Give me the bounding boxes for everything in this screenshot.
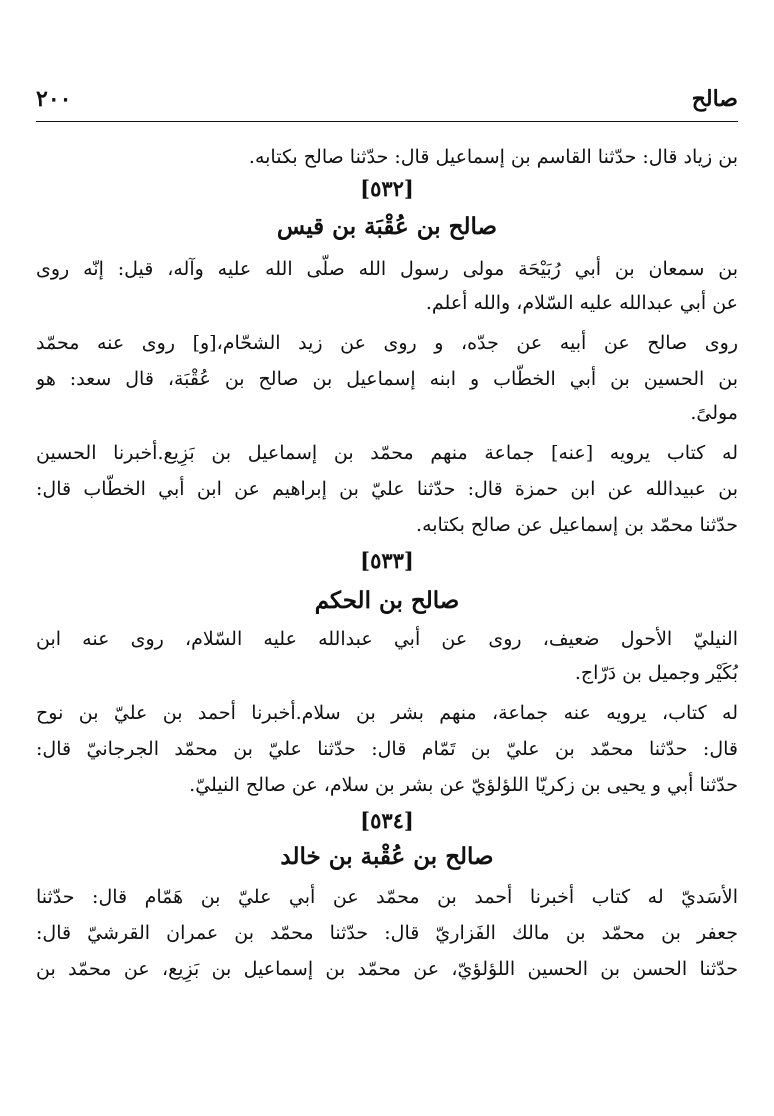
text-line: حدّثنا محمّد بن إسماعيل عن صالح بكتابه. bbox=[416, 514, 738, 536]
text-line: بن الحسين بن أبي الخطّاب و ابنه إسماعيل بن صالح بن عُقْبَة، قال سعد: هو bbox=[36, 368, 738, 390]
text-line: له كتاب يرويه [عنه] جماعة منهم محمّد بن إسماعيل بن بَزِيع.أخبرنا الحسين bbox=[36, 442, 738, 464]
text-line: بن عبيدالله عن ابن حمزة قال: حدّثنا عليّ بن إبراهيم عن ابن أبي الخطّاب قال: bbox=[36, 478, 738, 500]
entry-title-533: صالح بن الحكم bbox=[314, 587, 460, 614]
entry-number-534: [٥٣٤] bbox=[360, 808, 414, 833]
text-line: مولىً. bbox=[690, 402, 738, 424]
entry-number-532: [٥٣٢] bbox=[360, 176, 414, 201]
text-line: جعفر بن محمّد بن مالك الفَزاريّ قال: حدّثنا محمّد بن عمران القرشيّ قال: bbox=[36, 922, 738, 944]
text-line: بن سمعان بن أبي رُبَيْحَة مولى رسول الله صلّى الله عليه وآله، قيل: إنّه روى bbox=[36, 258, 738, 280]
text-line: الأسَديّ له كتاب أخبرنا أحمد بن محمّد عن أبي عليّ بن هَمّام قال: حدّثنا bbox=[36, 886, 738, 908]
header-rule bbox=[36, 121, 738, 122]
page-number: ٢٠٠ bbox=[36, 86, 72, 112]
text-line: بن زياد قال: حدّثنا القاسم بن إسماعيل قال: حدّثنا صالح بكتابه. bbox=[248, 146, 738, 168]
text-line: حدّثنا أبي و يحيى بن زكريّا اللؤلؤيّ عن بشر بن سلام، عن صالح النيليّ. bbox=[189, 774, 738, 796]
text-line: قال: حدّثنا محمّد بن عليّ بن تَمّام قال: حدّثنا عليّ بن محمّد الجرجانيّ قال: bbox=[36, 738, 738, 760]
running-title: صالح bbox=[691, 86, 738, 112]
entry-number-533: [٥٣٣] bbox=[360, 548, 414, 573]
entry-title-532: صالح بن عُقْبَة بن قيس bbox=[276, 213, 498, 240]
text-line: له كتاب، يرويه عنه جماعة، منهم بشر بن سلام.أخبرنا أحمد بن عليّ بن نوح bbox=[36, 702, 738, 724]
text-line: بُكَيْر وجميل بن دَرّاج. bbox=[574, 662, 738, 684]
entry-title-534: صالح بن عُقْبة بن خالد bbox=[280, 843, 494, 870]
text-line: حدّثنا الحسن بن الحسين اللؤلؤيّ، عن محمّد بن إسماعيل بن بَزِيع، عن محمّد بن bbox=[36, 958, 738, 980]
page-header bbox=[36, 84, 738, 118]
text-line: النيليّ الأحول ضعيف، روى عن أبي عبدالله عليه السّلام، روى عنه ابن bbox=[36, 628, 738, 650]
text-line: عن أبي عبدالله عليه السّلام، والله أعلم. bbox=[425, 292, 738, 314]
text-line: روى صالح عن أبيه عن جدّه، و روى عن زيد الشحّام،[و] روى عنه محمّد bbox=[36, 332, 738, 354]
